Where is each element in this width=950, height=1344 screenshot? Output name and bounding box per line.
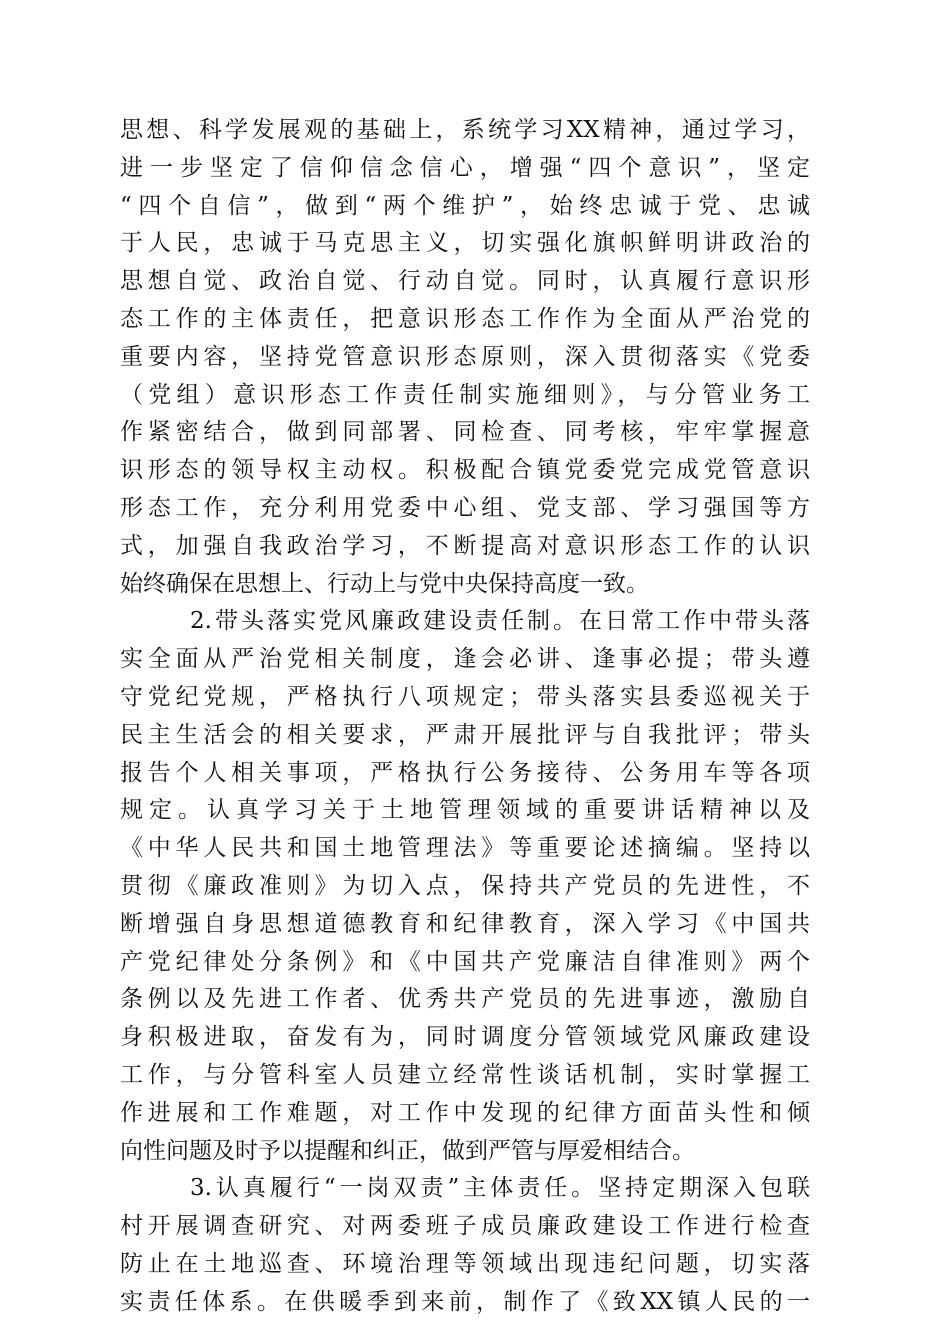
text-line: 实全面从严治党相关制度，逢会必讲、逢事必提；带头遵 [120,646,810,673]
text-line: 守党纪党规，严格执行八项规定；带头落实县委巡视关于 [120,683,810,710]
text-line: 形态工作，充分利用党委中心组、党支部、学习强国等方 [120,494,810,521]
text-line: 进一步坚定了信仰信念信心，增强“四个意识”，坚定 [120,154,810,181]
text-line: （党组）意识形态工作责任制实施细则》，与分管业务工 [120,381,810,408]
paragraph-first-line: 2.带头落实党风廉政建设责任制。在日常工作中带头落 [190,608,810,635]
text-line: 识形态的领导权主动权。积极配合镇党委党完成党管意识 [120,457,810,484]
text-line: 态工作的主体责任，把意识形态工作作为全面从严治党的 [120,305,810,332]
text-line: 规定。认真学习关于土地管理领域的重要讲话精神以及 [120,797,810,824]
text-line: 作进展和工作难题，对工作中发现的纪律方面苗头性和倾 [120,1099,810,1126]
document-body [120,112,810,1322]
text-line: 向性问题及时予以提醒和纠正，做到严管与厚爱相结合。 [120,1137,695,1164]
text-line: 贯彻《廉政准则》为切入点，保持共产党员的先进性，不 [120,872,810,899]
text-line: 于人民，忠诚于马克思主义，切实强化旗帜鲜明讲政治的 [120,230,810,257]
text-line: 思想自觉、政治自觉、行动自觉。同时，认真履行意识形 [120,268,810,295]
text-line: 民主生活会的相关要求，严肃开展批评与自我批评；带头 [120,721,810,748]
text-line: 报告个人相关事项，严格执行公务接待、公务用车等各项 [120,759,810,786]
text-line: 式，加强自我政治学习，不断提高对意识形态工作的认识 [120,532,810,559]
text-line: 防止在土地巡查、环境治理等领域出现违纪问题，切实落 [120,1250,810,1277]
text-line: “四个自信”，做到“两个维护”，始终忠诚于党、忠诚 [120,192,810,219]
text-line: 断增强自身思想道德教育和纪律教育，深入学习《中国共 [120,910,810,937]
text-line: 思想、科学发展观的基础上，系统学习XX精神，通过学习， [120,117,810,143]
text-line: 产党纪律处分条例》和《中国共产党廉洁自律准则》两个 [120,948,810,975]
text-line: 重要内容，坚持党管意识形态原则，深入贯彻落实《党委 [120,343,810,370]
text-line: 村开展调查研究、对两委班子成员廉政建设工作进行检查 [120,1213,810,1240]
text-line: 《中华人民共和国土地管理法》等重要论述摘编。坚持以 [120,835,810,862]
text-line: 工作，与分管科室人员建立经常性谈话机制，实时掌握工 [120,1061,810,1088]
text-line: 身积极进取，奋发有为，同时调度分管领域党风廉政建设 [120,1024,810,1051]
text-line: 始终确保在思想上、行动上与党中央保持高度一致。 [120,570,649,597]
text-line: 作紧密结合，做到同部署、同检查、同考核，牢牢掌握意 [120,419,810,446]
text-line: 实责任体系。在供暖季到来前，制作了《致XX镇人民的一 [120,1288,810,1315]
text-line: 条例以及先进工作者、优秀共产党员的先进事迹，激励自 [120,986,810,1013]
paragraph-first-line: 3.认真履行“一岗双责”主体责任。坚持定期深入包联 [190,1175,810,1202]
